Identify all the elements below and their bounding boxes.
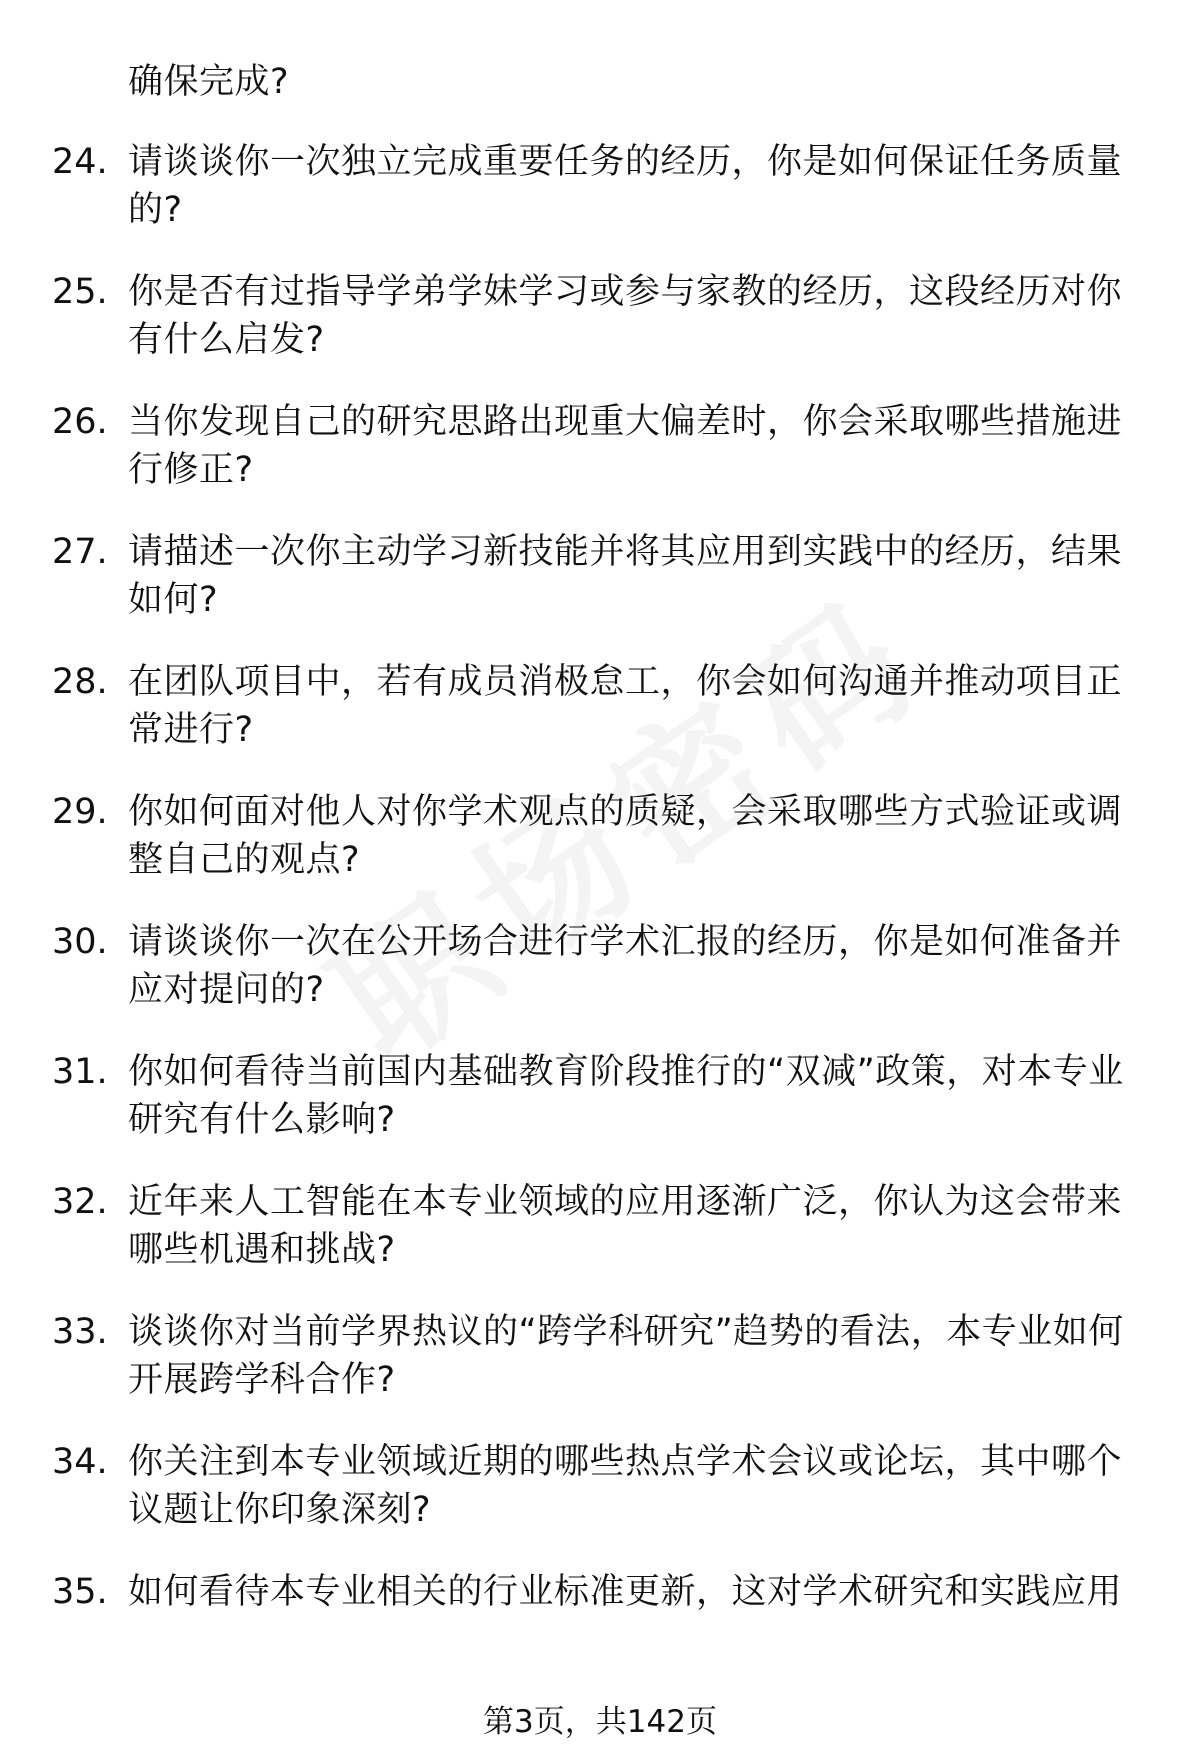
question-text: 请描述一次你主动学习新技能并将其应用到实践中的经历，结果如何?	[128, 532, 1123, 620]
question-number: 29.	[52, 792, 108, 832]
question-number: 33.	[52, 1312, 108, 1352]
question-item	[0, 138, 1200, 234]
question-number: 32.	[52, 1182, 108, 1222]
question-item	[0, 1048, 1200, 1144]
question-item	[0, 788, 1200, 884]
question-item	[0, 398, 1200, 494]
question-item	[0, 1178, 1200, 1274]
question-list	[0, 138, 1200, 1698]
page-number-label: 第3页，共142页	[483, 1704, 717, 1740]
question-text: 你关注到本专业领域近期的哪些热点学术会议或论坛，其中哪个议题让你印象深刻?	[128, 1442, 1123, 1530]
question-number: 24.	[52, 142, 108, 182]
question-text: 当你发现自己的研究思路出现重大偏差时，你会采取哪些措施进行修正?	[128, 402, 1123, 490]
question-text: 谈谈你对当前学界热议的“跨学科研究”趋势的看法，本专业如何开展跨学科合作?	[128, 1312, 1124, 1400]
question-number: 34.	[52, 1442, 108, 1482]
question-number: 27.	[52, 532, 108, 572]
question-item	[0, 1438, 1200, 1534]
question-number: 30.	[52, 922, 108, 962]
question-text: 近年来人工智能在本专业领域的应用逐渐广泛，你认为这会带来哪些机遇和挑战?	[128, 1182, 1123, 1270]
question-item	[0, 268, 1200, 364]
question-item	[0, 658, 1200, 754]
question-number: 35.	[52, 1572, 108, 1612]
question-item	[0, 1308, 1200, 1404]
question-number: 26.	[52, 402, 108, 442]
question-number: 25.	[52, 272, 108, 312]
question-text: 你是否有过指导学弟学妹学习或参与家教的经历，这段经历对你有什么启发?	[128, 272, 1123, 360]
question-text: 请谈谈你一次独立完成重要任务的经历，你是如何保证任务质量的?	[128, 142, 1123, 230]
question-number: 28.	[52, 662, 108, 702]
continued-question-text: 确保完成?	[128, 62, 290, 102]
question-item	[0, 1568, 1200, 1664]
question-text: 你如何看待当前国内基础教育阶段推行的“双减”政策，对本专业研究有什么影响?	[128, 1052, 1124, 1140]
question-text: 请谈谈你一次在公开场合进行学术汇报的经历，你是如何准备并应对提问的?	[128, 922, 1123, 1010]
question-item	[0, 918, 1200, 1014]
question-item	[0, 528, 1200, 624]
question-text: 你如何面对他人对你学术观点的质疑，会采取哪些方式验证或调整自己的观点?	[128, 792, 1123, 880]
question-number: 31.	[52, 1052, 108, 1092]
question-text: 如何看待本专业相关的行业标准更新，这对学术研究和实践应用	[128, 1572, 1123, 1612]
question-text: 在团队项目中，若有成员消极怠工，你会如何沟通并推动项目正常进行?	[128, 662, 1123, 750]
page-footer	[0, 1702, 1200, 1742]
